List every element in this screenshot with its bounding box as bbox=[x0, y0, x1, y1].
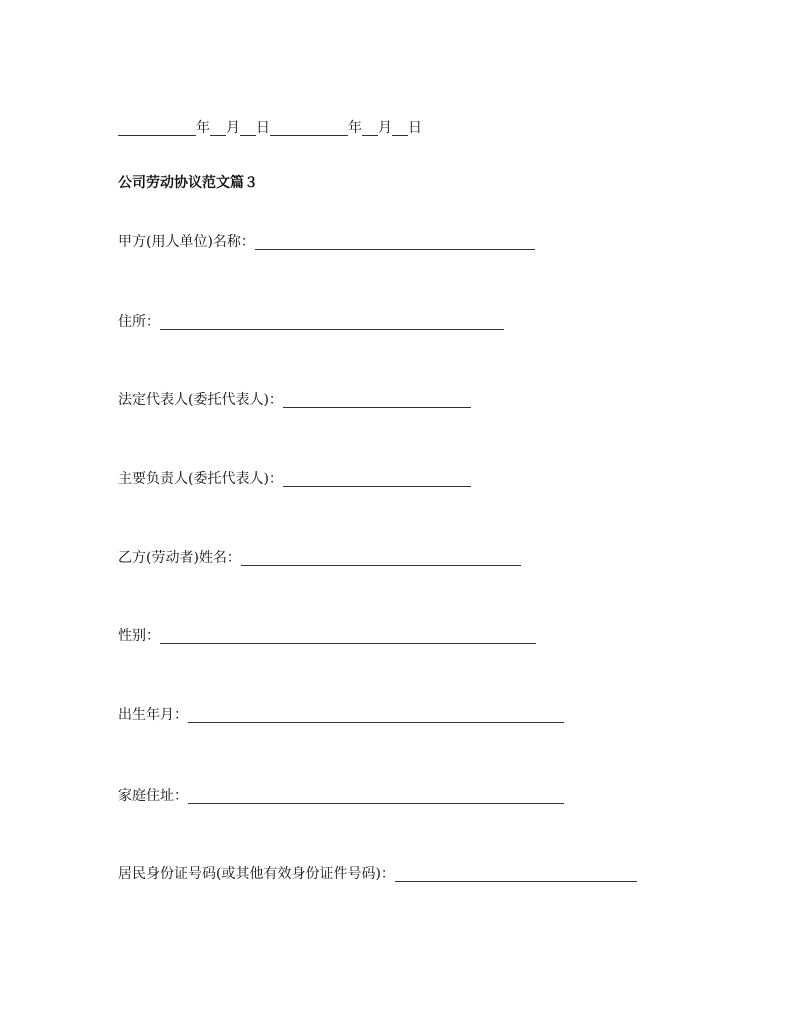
employer-name-field bbox=[118, 232, 535, 252]
employer-name-blank[interactable] bbox=[255, 233, 535, 250]
birth-date-blank[interactable] bbox=[188, 706, 564, 723]
day-blank-1[interactable] bbox=[240, 119, 256, 136]
month-blank-2[interactable] bbox=[362, 119, 378, 136]
gender-blank[interactable] bbox=[160, 627, 536, 644]
date-blank-2[interactable] bbox=[270, 119, 348, 136]
day-label-2: 日 bbox=[408, 120, 422, 136]
home-address-label: 家庭住址： bbox=[118, 788, 188, 804]
employer-name-label: 甲方(用人单位)名称： bbox=[118, 234, 255, 250]
address-blank[interactable] bbox=[160, 313, 504, 330]
employee-name-label: 乙方(劳动者)姓名： bbox=[118, 550, 241, 566]
day-blank-2[interactable] bbox=[392, 119, 408, 136]
date-blank-1[interactable] bbox=[118, 119, 196, 136]
month-blank-1[interactable] bbox=[210, 119, 226, 136]
address-field bbox=[118, 312, 504, 332]
address-label: 住所： bbox=[118, 314, 160, 330]
year-label-2: 年 bbox=[348, 120, 362, 136]
principal-blank[interactable] bbox=[283, 470, 471, 487]
birth-date-field bbox=[118, 705, 564, 725]
section-title-text: 公司劳动协议范文篇３ bbox=[118, 175, 258, 191]
legal-rep-blank[interactable] bbox=[283, 391, 471, 408]
date-line bbox=[118, 118, 422, 138]
gender-field bbox=[118, 626, 536, 646]
month-label-2: 月 bbox=[378, 120, 392, 136]
year-label-1: 年 bbox=[196, 120, 210, 136]
principal-label: 主要负责人(委托代表人)： bbox=[118, 471, 283, 487]
employee-name-blank[interactable] bbox=[241, 549, 521, 566]
day-label-1: 日 bbox=[256, 120, 270, 136]
month-label-1: 月 bbox=[226, 120, 240, 136]
section-title bbox=[118, 173, 258, 193]
birth-date-label: 出生年月： bbox=[118, 707, 188, 723]
id-number-field bbox=[118, 864, 637, 884]
id-number-blank[interactable] bbox=[395, 865, 637, 882]
home-address-blank[interactable] bbox=[188, 787, 564, 804]
id-number-label: 居民身份证号码(或其他有效身份证件号码)： bbox=[118, 866, 395, 882]
legal-rep-field bbox=[118, 390, 471, 410]
home-address-field bbox=[118, 786, 564, 806]
principal-field bbox=[118, 469, 471, 489]
gender-label: 性别： bbox=[118, 628, 160, 644]
legal-rep-label: 法定代表人(委托代表人)： bbox=[118, 392, 283, 408]
employee-name-field bbox=[118, 548, 521, 568]
